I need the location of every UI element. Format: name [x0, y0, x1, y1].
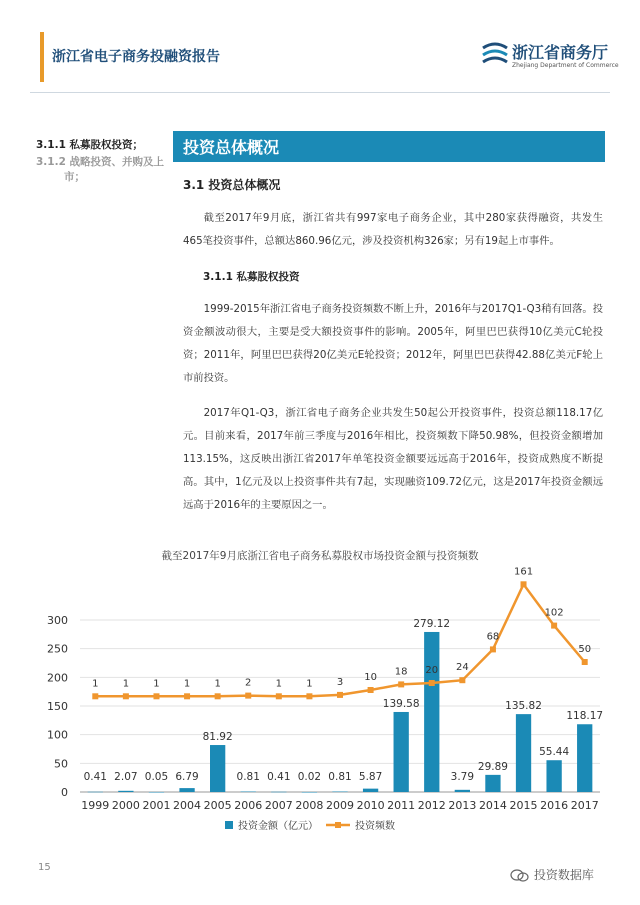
x-tick-label: 2009 — [326, 799, 354, 812]
bar-value-label: 0.02 — [297, 771, 322, 783]
x-tick-label: 2007 — [264, 799, 293, 812]
bar — [332, 792, 347, 793]
sidebar-item-line: 市； — [64, 171, 85, 183]
x-tick-label: 2001 — [142, 799, 171, 812]
frequency-point — [245, 693, 251, 699]
frequency-label: 68 — [486, 631, 500, 643]
frequency-point — [337, 692, 343, 698]
bar — [577, 724, 592, 792]
frequency-label: 18 — [394, 666, 408, 678]
paragraph: 截至2017年9月底，浙江省共有997家电子商务企业，其中280家获得融资，共发生465笔投资事件，总额达860.96亿元，涉及投资机构326家；另有19起上市事件。 — [183, 212, 603, 247]
y-tick-label: 200 — [47, 671, 68, 685]
bar — [516, 714, 531, 792]
bar-value-label: 2.07 — [114, 771, 138, 783]
x-tick-label: 2013 — [448, 799, 477, 812]
y-tick-label: 150 — [47, 700, 68, 713]
frequency-point — [368, 687, 374, 693]
watermark — [510, 866, 594, 883]
page-header — [0, 0, 640, 95]
bar-value-label: 5.87 — [358, 771, 383, 783]
bar-value-label: 0.41 — [83, 771, 107, 783]
y-tick-label: 50 — [54, 757, 68, 771]
frequency-point — [123, 693, 129, 699]
frequency-label: 1 — [275, 678, 283, 690]
bar — [485, 775, 500, 792]
x-tick-label: 2005 — [203, 799, 232, 812]
frequency-point — [429, 680, 435, 686]
chart-svg — [0, 545, 640, 845]
x-tick-label: 2011 — [387, 799, 416, 812]
frequency-label: 1 — [214, 678, 221, 690]
bar-value-label: 0.41 — [267, 771, 291, 783]
frequency-point — [459, 677, 465, 683]
y-tick-label: 250 — [47, 642, 68, 656]
sidebar-outline — [36, 138, 171, 185]
frequency-point — [490, 646, 496, 652]
bar — [88, 792, 103, 793]
frequency-point — [582, 659, 588, 665]
legend-label-amount: 投资金额（亿元） — [238, 821, 318, 832]
frequency-point — [521, 581, 527, 587]
x-tick-label: 2008 — [295, 799, 324, 812]
header-accent-bar — [40, 32, 44, 82]
bar — [118, 791, 133, 792]
frequency-label: 1 — [183, 678, 191, 690]
sidebar-item-private-equity: 3.1.1 私募股权投资； — [36, 139, 144, 151]
bar-value-label: 6.79 — [175, 771, 199, 783]
frequency-point — [276, 693, 282, 699]
banner-underline — [173, 161, 605, 162]
frequency-point — [306, 693, 312, 699]
bar-value-label: 81.92 — [202, 731, 233, 744]
frequency-point — [398, 681, 404, 687]
x-tick-label: 2004 — [173, 799, 202, 812]
frequency-label: 2 — [245, 677, 252, 689]
bar — [455, 790, 470, 792]
bar-value-label: 0.81 — [328, 771, 352, 783]
bar — [424, 632, 439, 792]
x-tick-label: 2016 — [540, 799, 569, 812]
bar — [179, 788, 194, 792]
logo-text: 浙江省商务厅 — [512, 43, 609, 62]
frequency-label: 102 — [544, 607, 564, 619]
frequency-label: 1 — [92, 678, 99, 690]
paragraph: 2017年Q1-Q3，浙江省电子商务企业共发生50起公开投资事件，投资总额118.17亿元。目前来看，2017年前三季度与2016年相比，投资频数下降50.98%，但投资金额增加113.15%，这反映出浙江省2017年单笔投资金额要远远高于2016年，投资成熟度不断提高。其中，1亿元及以上投资事件共有7起，实现融资109.72亿元，这是2017年投资金额远远高于2016年的主要原因之一。 — [183, 407, 603, 511]
frequency-label: 20 — [425, 665, 439, 676]
logo-subtitle: Zhejiang Department of Commerce — [512, 62, 619, 69]
x-tick-label: 2006 — [234, 799, 263, 812]
wechat-icon — [510, 869, 530, 883]
x-tick-label: 2015 — [509, 799, 538, 812]
section-heading: 3.1 投资总体概况 — [183, 178, 281, 192]
bar — [302, 792, 317, 793]
legend-marker-frequency — [335, 822, 341, 828]
frequency-point — [153, 693, 159, 699]
frequency-label: 50 — [578, 644, 592, 655]
logo-mark-icon — [480, 40, 510, 70]
y-tick-label: 300 — [47, 614, 68, 627]
y-tick-label: 100 — [47, 728, 68, 742]
bar-value-label: 135.82 — [505, 700, 542, 713]
header-divider — [30, 92, 610, 93]
bar — [210, 745, 225, 792]
chart-title: 截至2017年9月底浙江省电子商务私募股权市场投资金额与投资频数 — [161, 550, 479, 562]
x-tick-label: 2000 — [111, 799, 140, 812]
bar — [149, 792, 164, 793]
bar-value-label: 139.58 — [382, 697, 420, 710]
frequency-point — [215, 693, 221, 699]
subsection-heading: 3.1.1 私募股权投资 — [203, 271, 300, 283]
frequency-label: 24 — [455, 662, 469, 674]
legend-label-frequency: 投资频数 — [355, 821, 395, 832]
x-tick-label: 2012 — [417, 799, 446, 812]
legend-swatch-amount — [225, 821, 233, 829]
sidebar-item-line: 3.1.2 战略投资、并购及上 — [36, 156, 165, 168]
paragraph: 1999-2015年浙江省电子商务投资频数不断上升，2016年与2017Q1-Q3稍有回落。投资金额波动很大，主要是受大额投资事件的影响。2005年，阿里巴巴获得10亿美元C轮投资；2011年，阿里巴巴获得20亿美元E轮投资；2012年，阿里巴巴获得42.88亿美元F轮上市前投资。 — [183, 303, 603, 384]
frequency-point — [184, 693, 190, 699]
frequency-label: 1 — [306, 678, 313, 690]
bar-value-label: 55.44 — [539, 746, 570, 759]
bar-value-label: 279.12 — [413, 617, 451, 630]
bar-value-label: 0.05 — [144, 771, 169, 783]
bar — [241, 792, 256, 793]
frequency-label: 10 — [364, 672, 377, 683]
bar-value-label: 0.81 — [236, 771, 260, 783]
report-title: 浙江省电子商务投融资报告 — [52, 49, 220, 65]
frequency-label: 161 — [513, 566, 534, 578]
frequency-label: 1 — [122, 678, 130, 690]
bar-value-label: 118.17 — [566, 710, 604, 723]
frequency-label: 3 — [336, 676, 344, 688]
investment-chart — [0, 545, 640, 845]
bar — [271, 792, 286, 793]
watermark-text: 投资数据库 — [533, 868, 594, 882]
main-content — [183, 176, 603, 529]
section-banner — [173, 131, 605, 161]
page-number: 15 — [38, 862, 51, 873]
x-tick-label: 1999 — [81, 799, 110, 812]
frequency-label: 1 — [153, 678, 160, 690]
bar — [394, 712, 409, 792]
sidebar-item-strategic-investment — [36, 155, 171, 185]
x-tick-label: 2014 — [478, 799, 507, 812]
bar-value-label: 29.89 — [477, 760, 508, 773]
y-tick-label: 0 — [61, 786, 68, 799]
frequency-point — [92, 693, 98, 699]
section-banner-title: 投资总体概况 — [183, 138, 280, 157]
frequency-point — [551, 623, 557, 629]
bar — [546, 760, 561, 792]
x-tick-label: 2010 — [356, 799, 385, 812]
department-logo — [480, 38, 630, 82]
bar-value-label: 3.79 — [450, 771, 475, 783]
bar — [363, 789, 378, 792]
x-tick-label: 2017 — [570, 799, 599, 812]
